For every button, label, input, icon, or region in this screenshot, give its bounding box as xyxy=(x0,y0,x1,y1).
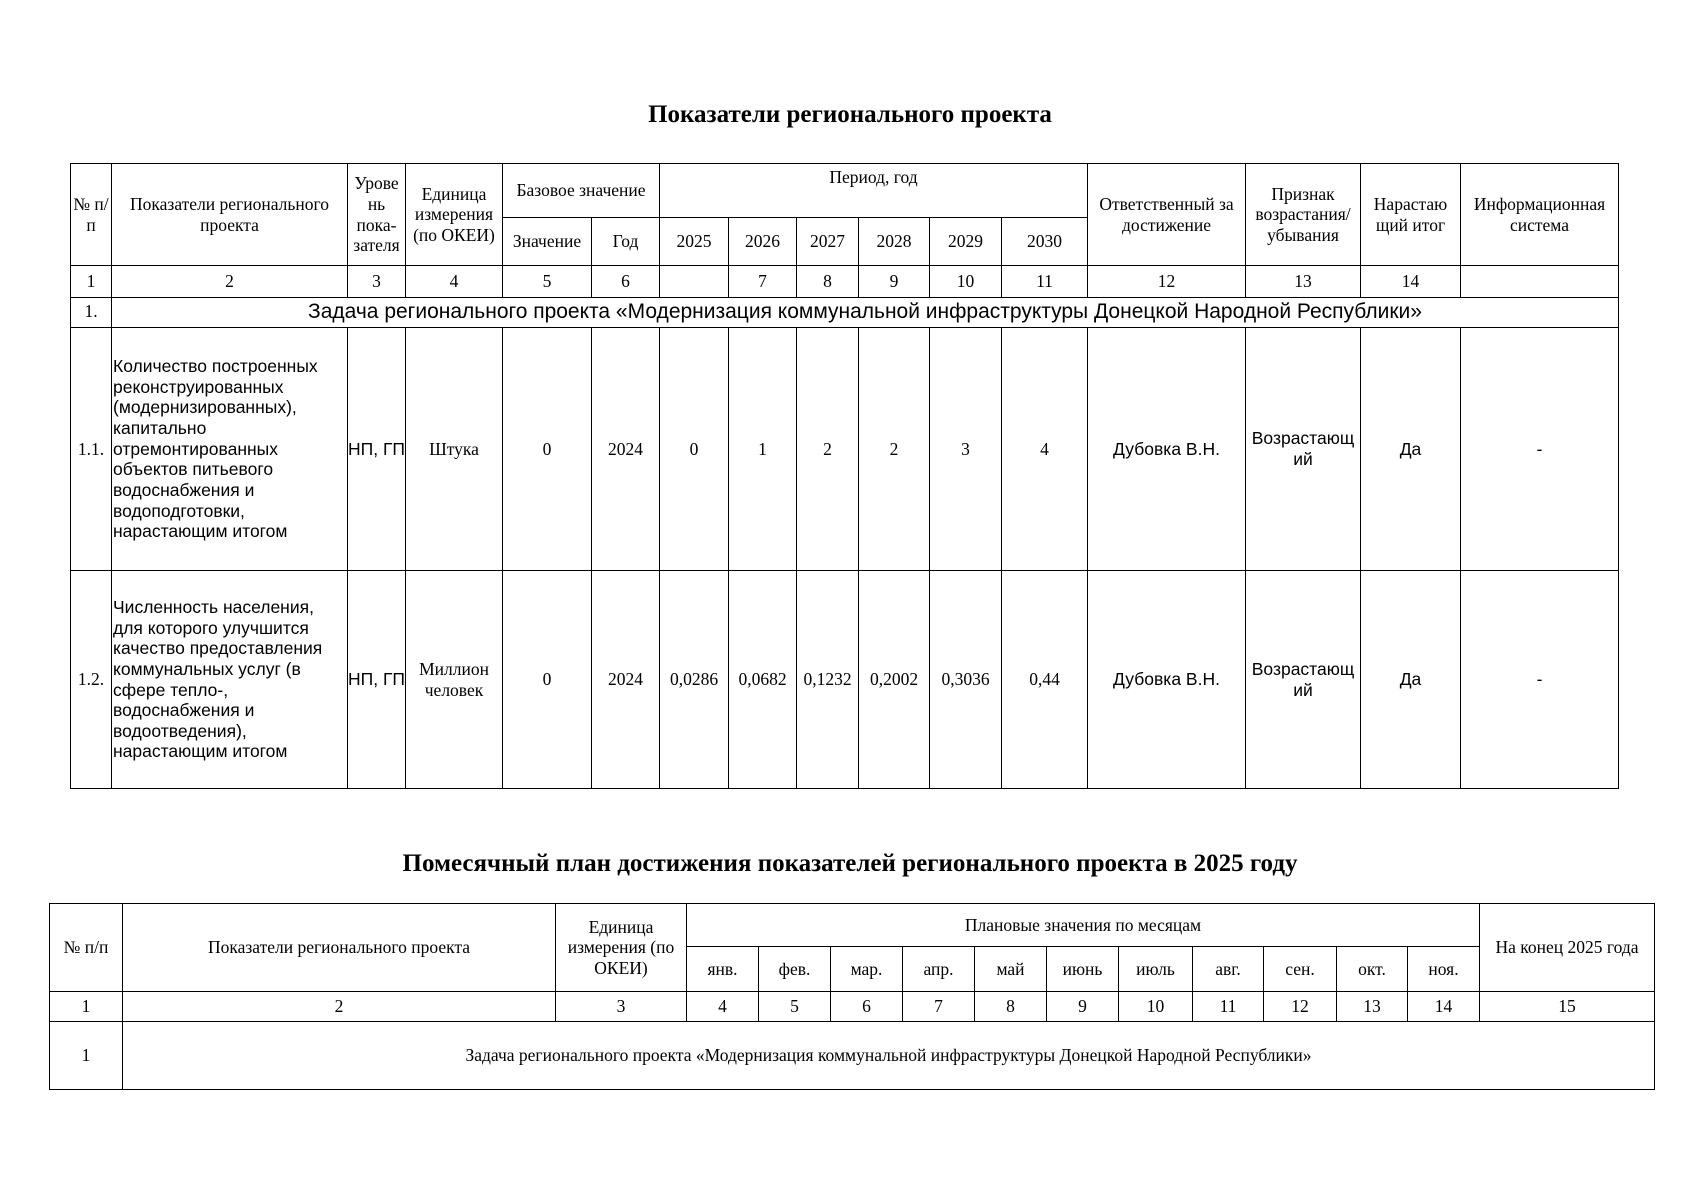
column-number: 8 xyxy=(975,992,1047,1022)
column-number: 8 xyxy=(797,266,859,298)
column-number: 6 xyxy=(592,266,660,298)
task-row xyxy=(50,1022,1655,1090)
header-month: авг. xyxy=(1193,947,1264,992)
column-number: 2 xyxy=(123,992,556,1022)
column-number: 10 xyxy=(1119,992,1193,1022)
column-number: 9 xyxy=(859,266,930,298)
row-value: 0,3036 xyxy=(930,571,1002,789)
row-value: 0,0286 xyxy=(660,571,729,789)
header-num: № п/п xyxy=(71,164,112,266)
header-level: Урове нь пока-зателя xyxy=(348,164,406,266)
header-indicator: Показатели регионального проекта xyxy=(123,904,556,992)
header-cumulative: Нарастаю щий итог xyxy=(1361,164,1461,266)
row-indicator: Количество построенных реконструированных (модернизированных), капитально отремонтированных объектов питьевого водоснабжения и водоподготовки, нарастающим итогом xyxy=(112,328,348,571)
row-value: 4 xyxy=(1002,328,1088,571)
row-system: - xyxy=(1461,328,1619,571)
column-number: 4 xyxy=(687,992,759,1022)
header-indicator: Показатели регионального проекта xyxy=(112,164,348,266)
header-row-1 xyxy=(71,164,1619,218)
column-number: 4 xyxy=(406,266,503,298)
header-month: окт. xyxy=(1337,947,1408,992)
column-number xyxy=(660,266,729,298)
row-value: 1 xyxy=(729,328,797,571)
task-row xyxy=(71,298,1619,328)
header-unit: Единица измерения (по ОКЕИ) xyxy=(556,904,687,992)
row-responsible: Дубовка В.Н. xyxy=(1088,571,1246,789)
column-number: 3 xyxy=(556,992,687,1022)
task-text: Задача регионального проекта «Модернизация коммунальной инфраструктуры Донецкой Народной Республики» xyxy=(112,298,1619,328)
header-month: июнь xyxy=(1047,947,1119,992)
table-row xyxy=(71,328,1619,571)
header-sign: Признак возрастания/ убывания xyxy=(1246,164,1361,266)
table1-title: Показатели регионального проекта xyxy=(648,101,1052,128)
header-period: Период, год xyxy=(660,164,1088,218)
header-year: 2030 xyxy=(1002,218,1088,266)
column-number: 1 xyxy=(50,992,123,1022)
header-month: янв. xyxy=(687,947,759,992)
row-indicator: Численность населения, для которого улучшится качество предоставления коммунальных услуг (в сфере тепло-, водоснабжения и водоотведения), нарастающим итогом xyxy=(112,571,348,789)
column-number: 12 xyxy=(1088,266,1246,298)
header-year: 2028 xyxy=(859,218,930,266)
header-year: 2029 xyxy=(930,218,1002,266)
monthly-plan-table xyxy=(49,903,1655,1090)
column-number-row xyxy=(71,266,1619,298)
row-value: 0,0682 xyxy=(729,571,797,789)
column-number-row xyxy=(50,992,1655,1022)
table2-title: Помесячный план достижения показателей регионального проекта в 2025 году xyxy=(402,850,1298,877)
row-value: 0,2002 xyxy=(859,571,930,789)
column-number: 7 xyxy=(729,266,797,298)
row-value: 0 xyxy=(660,328,729,571)
column-number: 5 xyxy=(503,266,592,298)
column-number: 15 xyxy=(1480,992,1655,1022)
column-number: 12 xyxy=(1264,992,1337,1022)
header-month: апр. xyxy=(903,947,975,992)
row-base-year: 2024 xyxy=(592,328,660,571)
row-responsible: Дубовка В.Н. xyxy=(1088,328,1246,571)
column-number: 11 xyxy=(1193,992,1264,1022)
column-number: 7 xyxy=(903,992,975,1022)
header-responsible: Ответственный за достижение xyxy=(1088,164,1246,266)
indicators-table xyxy=(70,163,1619,789)
header-month: июль xyxy=(1119,947,1193,992)
row-num: 1.2. xyxy=(71,571,112,789)
header-year: 2026 xyxy=(729,218,797,266)
column-number: 11 xyxy=(1002,266,1088,298)
row-unit: Штука xyxy=(406,328,503,571)
row-num: 1.1. xyxy=(71,328,112,571)
row-value: 2 xyxy=(859,328,930,571)
row-system: - xyxy=(1461,571,1619,789)
column-number: 1 xyxy=(71,266,112,298)
header-unit: Единица измерения (по ОКЕИ) xyxy=(406,164,503,266)
row-unit: Миллион человек xyxy=(406,571,503,789)
column-number: 14 xyxy=(1361,266,1461,298)
row-sign: Возрастающ ий xyxy=(1246,328,1361,571)
header-month: сен. xyxy=(1264,947,1337,992)
column-number: 3 xyxy=(348,266,406,298)
header-base-value: Значение xyxy=(503,218,592,266)
header-month: май xyxy=(975,947,1047,992)
column-number xyxy=(1461,266,1619,298)
header-year: 2025 xyxy=(660,218,729,266)
row-base-year: 2024 xyxy=(592,571,660,789)
header-month: ноя. xyxy=(1408,947,1480,992)
header-system: Информационная система xyxy=(1461,164,1619,266)
column-number: 13 xyxy=(1337,992,1408,1022)
task-num: 1 xyxy=(50,1022,123,1090)
row-value: 3 xyxy=(930,328,1002,571)
header-planned: Плановые значения по месяцам xyxy=(687,904,1480,947)
column-number: 6 xyxy=(831,992,903,1022)
header-base: Базовое значение xyxy=(503,164,660,218)
header-num: № п/п xyxy=(50,904,123,992)
row-value: 2 xyxy=(797,328,859,571)
column-number: 2 xyxy=(112,266,348,298)
table-row xyxy=(71,571,1619,789)
row-cumulative: Да xyxy=(1361,571,1461,789)
row-level: НП, ГП xyxy=(348,571,406,789)
header-year-end: На конец 2025 года xyxy=(1480,904,1655,992)
header-month: мар. xyxy=(831,947,903,992)
header-base-year: Год xyxy=(592,218,660,266)
row-sign: Возрастающ ий xyxy=(1246,571,1361,789)
row-base-value: 0 xyxy=(503,571,592,789)
column-number: 10 xyxy=(930,266,1002,298)
task-text: Задача регионального проекта «Модернизация коммунальной инфраструктуры Донецкой Народной Республики» xyxy=(123,1022,1655,1090)
row-base-value: 0 xyxy=(503,328,592,571)
row-value: 0,44 xyxy=(1002,571,1088,789)
column-number: 14 xyxy=(1408,992,1480,1022)
column-number: 9 xyxy=(1047,992,1119,1022)
row-value: 0,1232 xyxy=(797,571,859,789)
column-number: 5 xyxy=(759,992,831,1022)
header-year: 2027 xyxy=(797,218,859,266)
task-num: 1. xyxy=(71,298,112,328)
row-level: НП, ГП xyxy=(348,328,406,571)
header-row-1 xyxy=(50,904,1655,947)
header-month: фев. xyxy=(759,947,831,992)
column-number: 13 xyxy=(1246,266,1361,298)
row-cumulative: Да xyxy=(1361,328,1461,571)
